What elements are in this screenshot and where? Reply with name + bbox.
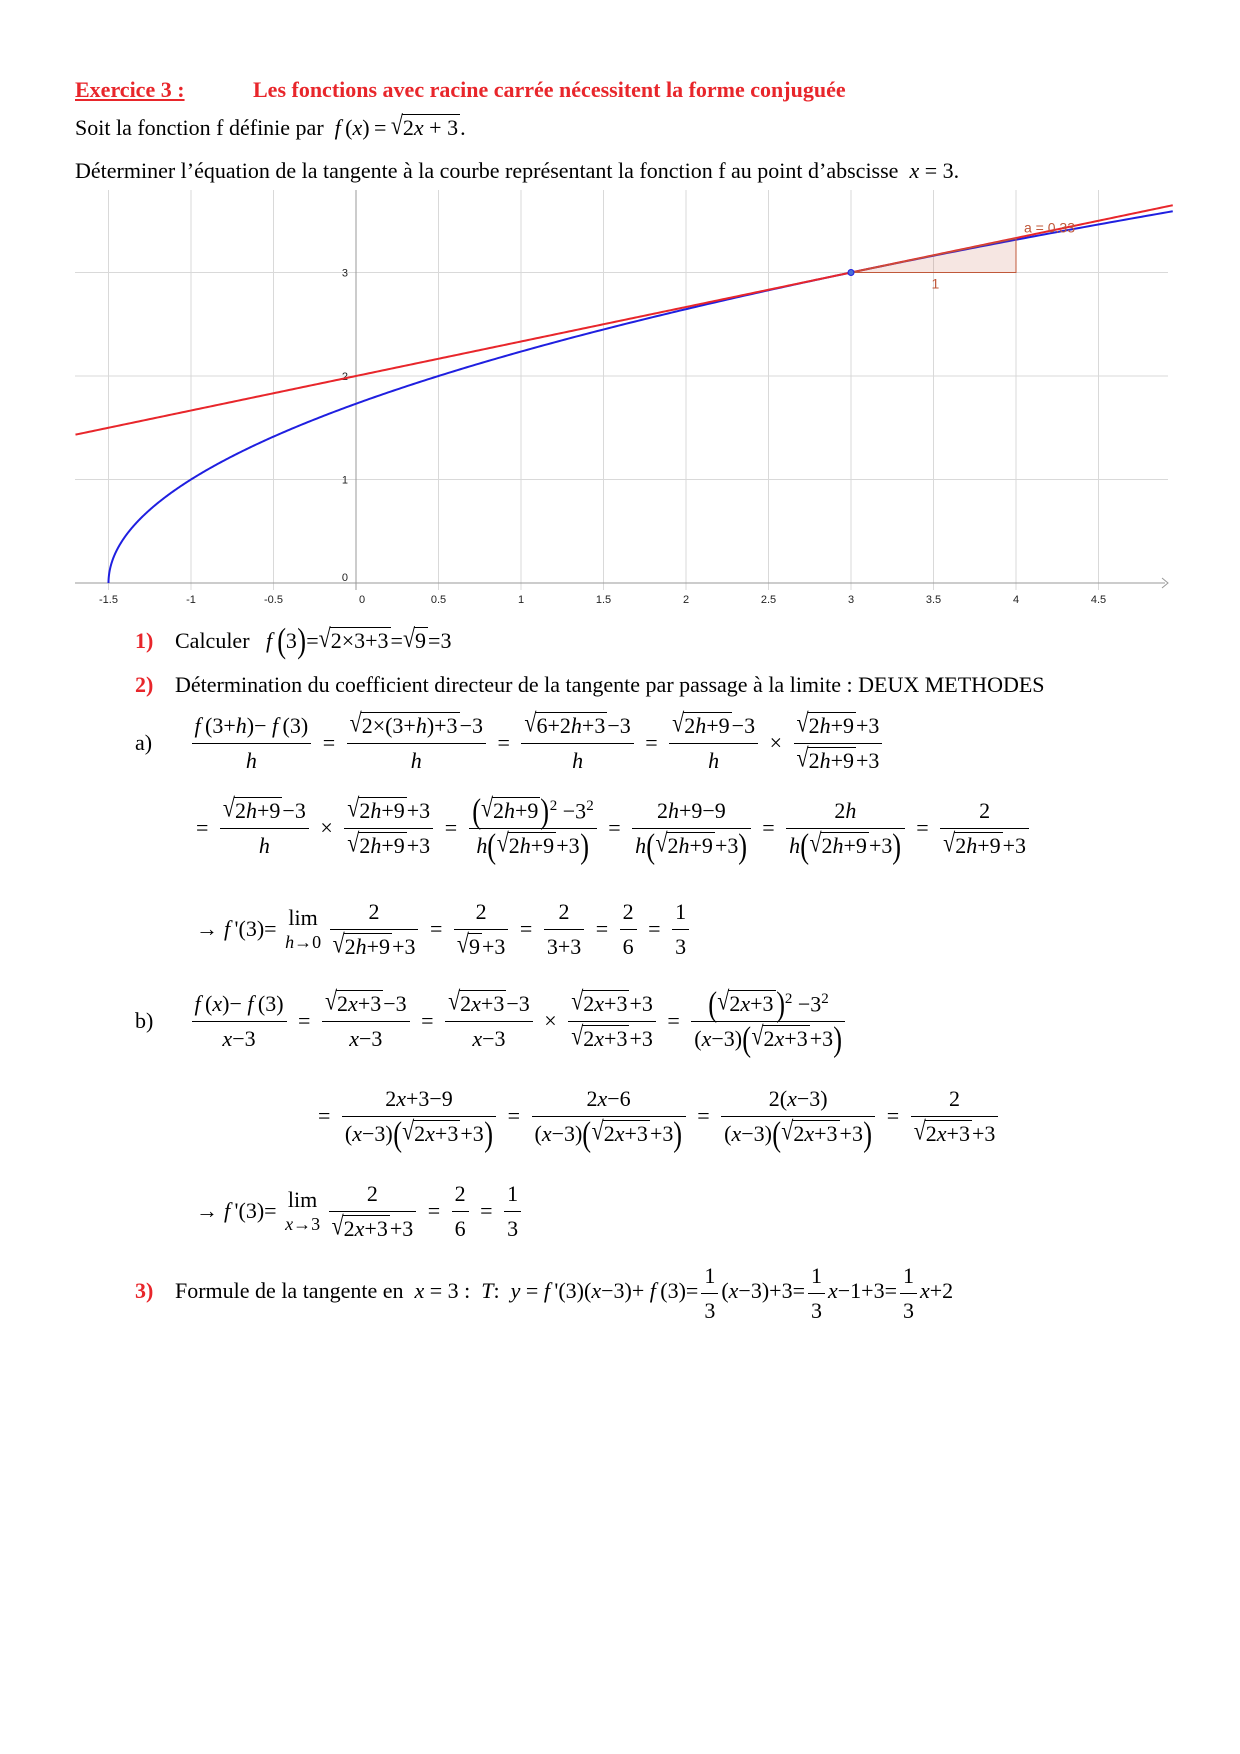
slope-run-label: 1 <box>931 275 940 292</box>
function-graph <box>0 0 1240 620</box>
x-tick-label: 2.5 <box>760 594 777 606</box>
slope-rise-label: a = 0.33 <box>1024 219 1075 236</box>
x-tick-label: -1 <box>186 594 196 606</box>
exercise-title: Les fonctions avec racine carrée nécessitent la forme conjuguée <box>253 77 846 102</box>
y-tick-label: 2 <box>341 371 348 383</box>
step-3-number: 3) <box>135 1278 154 1304</box>
x-tick-label: 3 <box>847 594 855 606</box>
x-tick-label: 4 <box>1012 594 1020 606</box>
tangent-point <box>848 270 854 276</box>
method-a-line-1: a) $\frac{f (3+h)- f (3)}{h}$ = $\frac{√2\times(3+h)+3-3}{h}$ = $\frac{√6+2h+3-3}{h}$ = $\frac{√2h+9-3}{h}$ × $\frac{√2h+9+3}{√2h+9+3}$ <box>135 712 885 774</box>
step-1-text: Calculer <box>175 628 250 653</box>
x-tick-label: 1 <box>517 594 525 606</box>
step-1: 1) Calculer f (3)=√2×3+3=√9=3 <box>135 620 452 661</box>
x-tick-label: 3.5 <box>925 594 942 606</box>
y-tick-label: 3 <box>341 267 348 280</box>
step-3: 3) Formule de la tangente en x = 3 : T: y = f '(3)(x−3)+ f (3)= $\frac{1}{3}$ (x−3)+3= $\frac{1}{3}$ x−1+3= $\frac{1}{3}$ x+2 <box>135 1263 954 1323</box>
method-a-limit: → f '(3)= lim h→0 $\frac{2}{√2h+9+3}$ = $\frac{2}{√9+3}$ = $\frac{2}{3+3}$ = $\frac{2}{6}$ = $\frac{1}{3}$ <box>193 898 692 960</box>
tick-labels <box>99 268 1106 607</box>
method-b-label: b) <box>135 1008 154 1034</box>
x-tick-label: -1.5 <box>99 594 118 606</box>
x-tick-label: -0.5 <box>264 594 283 606</box>
method-a-line-2: = $\frac{√2h+9-3}{h}$ × $\frac{√2h+9+3}{√2h+9+3}$ = $\frac{(√2h+9 )^2 -3^2}{h(√2h+9+3)}$ = $\frac{2h+9-9}{h(√2h+9+3)}$ = $\frac{2h}{h(√2h+9+3)}$ = $\frac{2}{√2h+9+3}$ <box>193 797 1032 859</box>
method-b-line-2: = $\frac{2x+3-9}{(x-3)(√2x+3+3)}$ = $\frac{2x-6}{(x-3)(√2x+3+3)}$ = $\frac{2(x-3)}{(x-3)(√2x+3+3)}$ = $\frac{2}{√2x+3+3}$ <box>315 1085 1001 1147</box>
step-2-text: Détermination du coefficient directeur de la tangente par passage à la limite : DEUX METHODES <box>175 672 1045 697</box>
question-text: Déterminer l’équation de la tangente à la courbe représentant la fonction f au point d’abscisse <box>75 158 899 183</box>
x-tick-label: 4.5 <box>1090 594 1107 606</box>
y-tick-label: 0 <box>341 572 348 584</box>
intro-question: Déterminer l’équation de la tangente à la courbe représentant la fonction f au point d’abscisse x = 3. <box>75 158 960 183</box>
exercise-number: Exercice 3 : <box>75 77 185 102</box>
step-2-number: 2) <box>135 672 154 697</box>
x-tick-label: 0 <box>358 594 366 606</box>
method-a-label: a) <box>135 730 153 755</box>
y-tick-label: 1 <box>341 474 348 487</box>
step-1-number: 1) <box>135 628 154 653</box>
annotations <box>848 219 1075 291</box>
x-tick-label: 1.5 <box>595 594 612 606</box>
intro-text: Soit la fonction f définie par <box>75 115 324 140</box>
step-2 <box>135 672 1045 698</box>
intro-definition: Soit la fonction f définie par f (x) = √2x + 3. <box>75 109 466 140</box>
step-3-text: Formule de la tangente en <box>175 1278 404 1304</box>
x-tick-label: 0.5 <box>430 594 447 606</box>
method-b-line-1: b) $\frac{f (x)- f (3)}{x-3}$ = $\frac{√2x+3-3}{x-3}$ = $\frac{√2x+3-3}{x-3}$ × $\frac{√2x+3+3}{√2x+3+3}$ = $\frac{(√2x+3 )^2 -3^2}{(x-3)(√2x+3+3)}$ <box>135 990 848 1052</box>
x-tick-label: 2 <box>682 594 690 606</box>
method-b-limit: → f '(3)= lim x→3 $\frac{2}{√2x+3+3}$ = $\frac{2}{6}$ = $\frac{1}{3}$ <box>193 1180 524 1242</box>
